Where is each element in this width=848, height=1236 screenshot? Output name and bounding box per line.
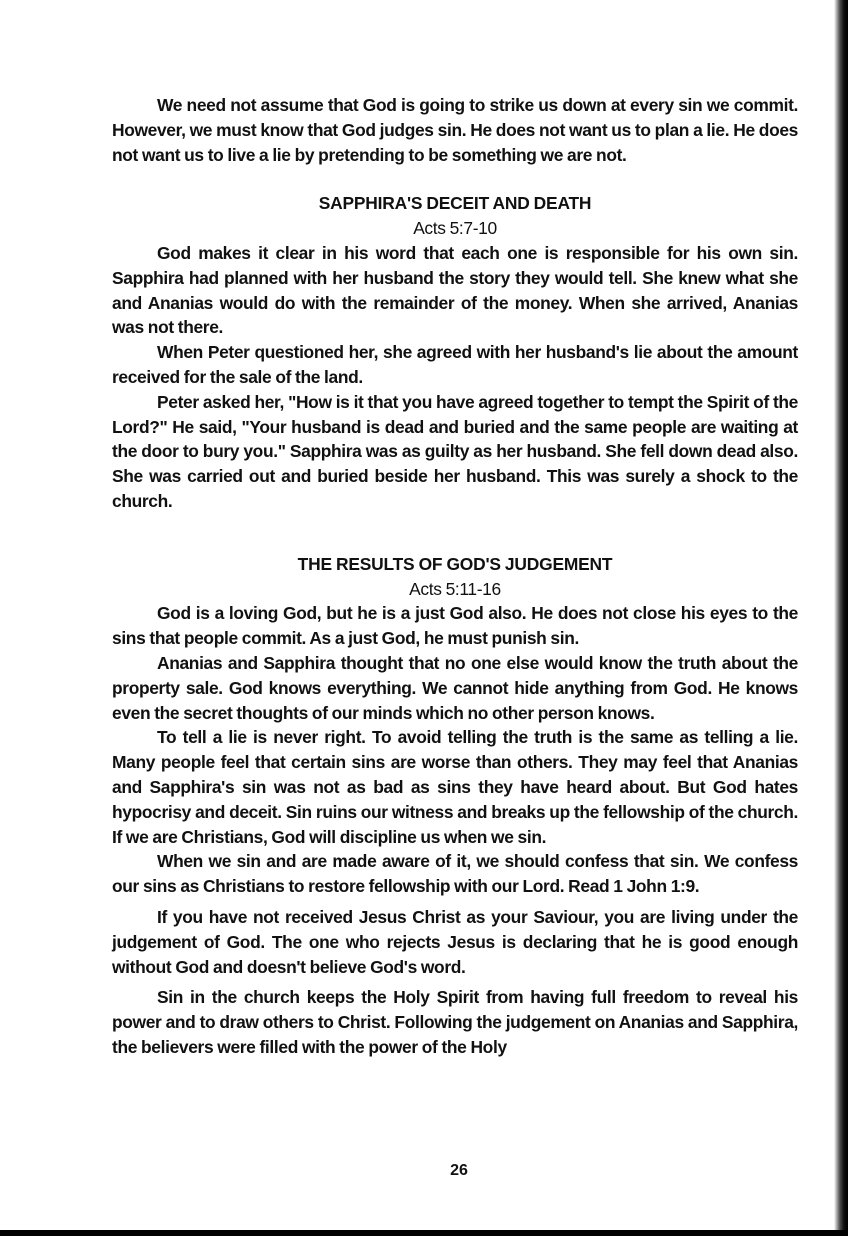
- scan-edge-bottom: [0, 1230, 848, 1236]
- paragraph: Sin in the church keeps the Holy Spirit from having full freedom to reveal his power and to draw others to Christ. Following the judgement on Ananias and Sapphira, the believers were filled with the power of the Holy: [112, 987, 798, 1057]
- section-reference-judgement: Acts 5:11-16: [409, 578, 501, 599]
- page-number: 26: [450, 1162, 468, 1179]
- paragraph: God is a loving God, but he is a just God also. He does not close his eyes to the sins that people commit. As a just God, he must punish sin.: [112, 603, 798, 649]
- paragraph: God makes it clear in his word that each one is responsible for his own sin. Sapphira had planned with her husband the story they would tell. She knew what she and Ananias would do with the remainder of the money. When she arrived, Ananias was not there.: [112, 242, 798, 338]
- section-reference-sapphira: Acts 5:7-10: [413, 218, 497, 239]
- page-body: [112, 93, 798, 1060]
- intro-paragraph: We need not assume that God is going to strike us down at every sin we commit. However, we must know that God judges sin. He does not want us to plan a lie. He does not want us to live a lie by pretending to be something we are not.: [112, 95, 798, 165]
- section-heading-judgement: THE RESULTS OF GOD'S JUDGEMENT: [297, 553, 613, 574]
- paragraph: When Peter questioned her, she agreed with her husband's lie about the amount received for the sale of the land.: [112, 342, 798, 387]
- scan-edge-right: [834, 0, 848, 1236]
- paragraph: If you have not received Jesus Christ as your Saviour, you are living under the judgement of God. The one who rejects Jesus is declaring that he is good enough without God and doesn't believe God's word.: [112, 906, 798, 977]
- paragraph: When we sin and are made aware of it, we should confess that sin. We confess our sins as Christians to restore fellowship with our Lord. Read 1 John 1:9.: [112, 851, 798, 897]
- paragraph: Ananias and Sapphira thought that no one else would know the truth about the property sale. God knows everything. We cannot hide anything from God. He knows even the secret thoughts of our minds which no other person knows.: [112, 652, 798, 723]
- spacer: [112, 514, 798, 528]
- section-heading-sapphira: SAPPHIRA'S DECEIT AND DEATH: [318, 193, 592, 214]
- paragraph: To tell a lie is never right. To avoid telling the truth is the same as telling a lie. Many people feel that certain sins are worse than others. They may feel that Ananias and Sapphira's sin was not as bad as sins they have heard about. But God hates hypocrisy and deceit. Sin ruins our witness and breaks up the fellowship of the church. If we are Christians, God will discipline us when we sin.: [112, 727, 798, 847]
- paragraph: Peter asked her, "How is it that you have agreed together to tempt the Spirit of the Lord?" He said, "Your husband is dead and buried and the same people are waiting at the door to bury you." Sapphira was as guilty as her husband. She fell down dead also. She was carried out and buried beside her husband. This was surely a shock to the church.: [112, 391, 798, 511]
